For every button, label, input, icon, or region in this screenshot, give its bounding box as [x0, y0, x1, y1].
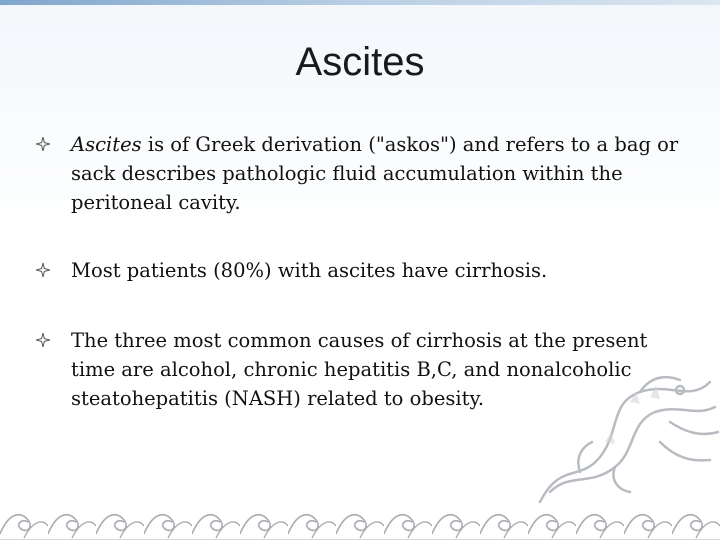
top-accent-bar	[0, 0, 720, 5]
bullet-item	[30, 256, 547, 285]
bullet-text: Most patients (80%) with ascites have cirrhosis.	[71, 259, 548, 282]
dragon-icon	[520, 362, 720, 512]
wave-pattern	[0, 504, 720, 540]
bullet-text: is of Greek derivation ("askos") and refers to a bag or sack describes pathologic fluid accumulation within the peritoneal cavity.	[71, 133, 679, 214]
bullet-item	[30, 130, 690, 217]
bullet-text: The three most common causes of cirrhosis at the present time are alcohol, chronic hepatitis B,C, and nonalcoholic steatohepatitis (NASH) related to obesity.	[71, 329, 648, 410]
four-point-star-icon	[36, 263, 50, 277]
slide-title: Ascites	[295, 40, 425, 84]
bullet-emphasis: Ascites	[71, 133, 142, 156]
four-point-star-icon	[36, 137, 50, 151]
four-point-star-icon	[36, 333, 50, 347]
